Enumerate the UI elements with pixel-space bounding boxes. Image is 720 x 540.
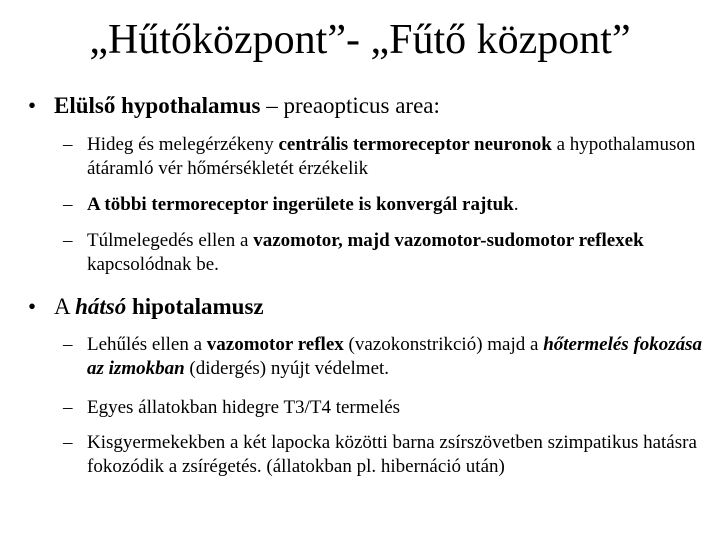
dash-icon: –: [63, 134, 73, 155]
sub-item-text: A többi termoreceptor ingerülete is konvergál rajtuk.: [87, 194, 519, 215]
dash-icon: –: [63, 432, 73, 453]
dash-icon: –: [63, 230, 73, 251]
bullet-icon: •: [28, 294, 37, 319]
sub-item-text: Túlmelegedés ellen a vazomotor, majd vazomotor-sudomotor reflexek kapcsolódnak be.: [87, 230, 644, 275]
sub-item-convergence: [63, 193, 703, 217]
sub-item-text: Kisgyermekekben a két lapocka közötti barna zsírszövetben szimpatikus hatásra fokozódik a zsírégetés. (állatokban pl. hibernáció után): [87, 432, 697, 477]
dash-icon: –: [63, 397, 73, 418]
slide-title: „Hűtőközpont”- „Fűtő központ”: [89, 17, 631, 63]
sub-item-text: Egyes állatokban hidegre T3/T4 termelés: [87, 397, 401, 418]
dash-icon: –: [63, 334, 73, 355]
heading-bold: Elülső hypothalamus: [54, 93, 261, 118]
bullet-item-posterior-hypothalamus: [28, 293, 698, 321]
sub-item-overheating: [63, 229, 703, 277]
bullet-icon: •: [28, 93, 37, 118]
heading-rest: – preaopticus area:: [260, 93, 440, 118]
sub-item-t3-t4: [63, 396, 703, 420]
sub-item-thermoreceptors: [63, 133, 703, 181]
sub-item-cooling: [63, 333, 703, 381]
bullet-heading: [54, 92, 698, 120]
bullet-heading: A hátsó hipotalamusz: [54, 294, 264, 319]
sub-item-brown-fat: [63, 431, 703, 479]
bullet-item-anterior-hypothalamus: [28, 92, 698, 120]
sub-item-text: Hideg és melegérzékeny centrális termoreceptor neuronok a hypothalamuson átáramló vér hőmérsékletét érzékelik: [87, 134, 696, 179]
sub-item-text: Lehűlés ellen a vazomotor reflex (vazokonstrikció) majd a hőtermelés fokozása az izmokban (didergés) nyújt védelmet.: [87, 334, 703, 379]
dash-icon: –: [63, 194, 73, 215]
